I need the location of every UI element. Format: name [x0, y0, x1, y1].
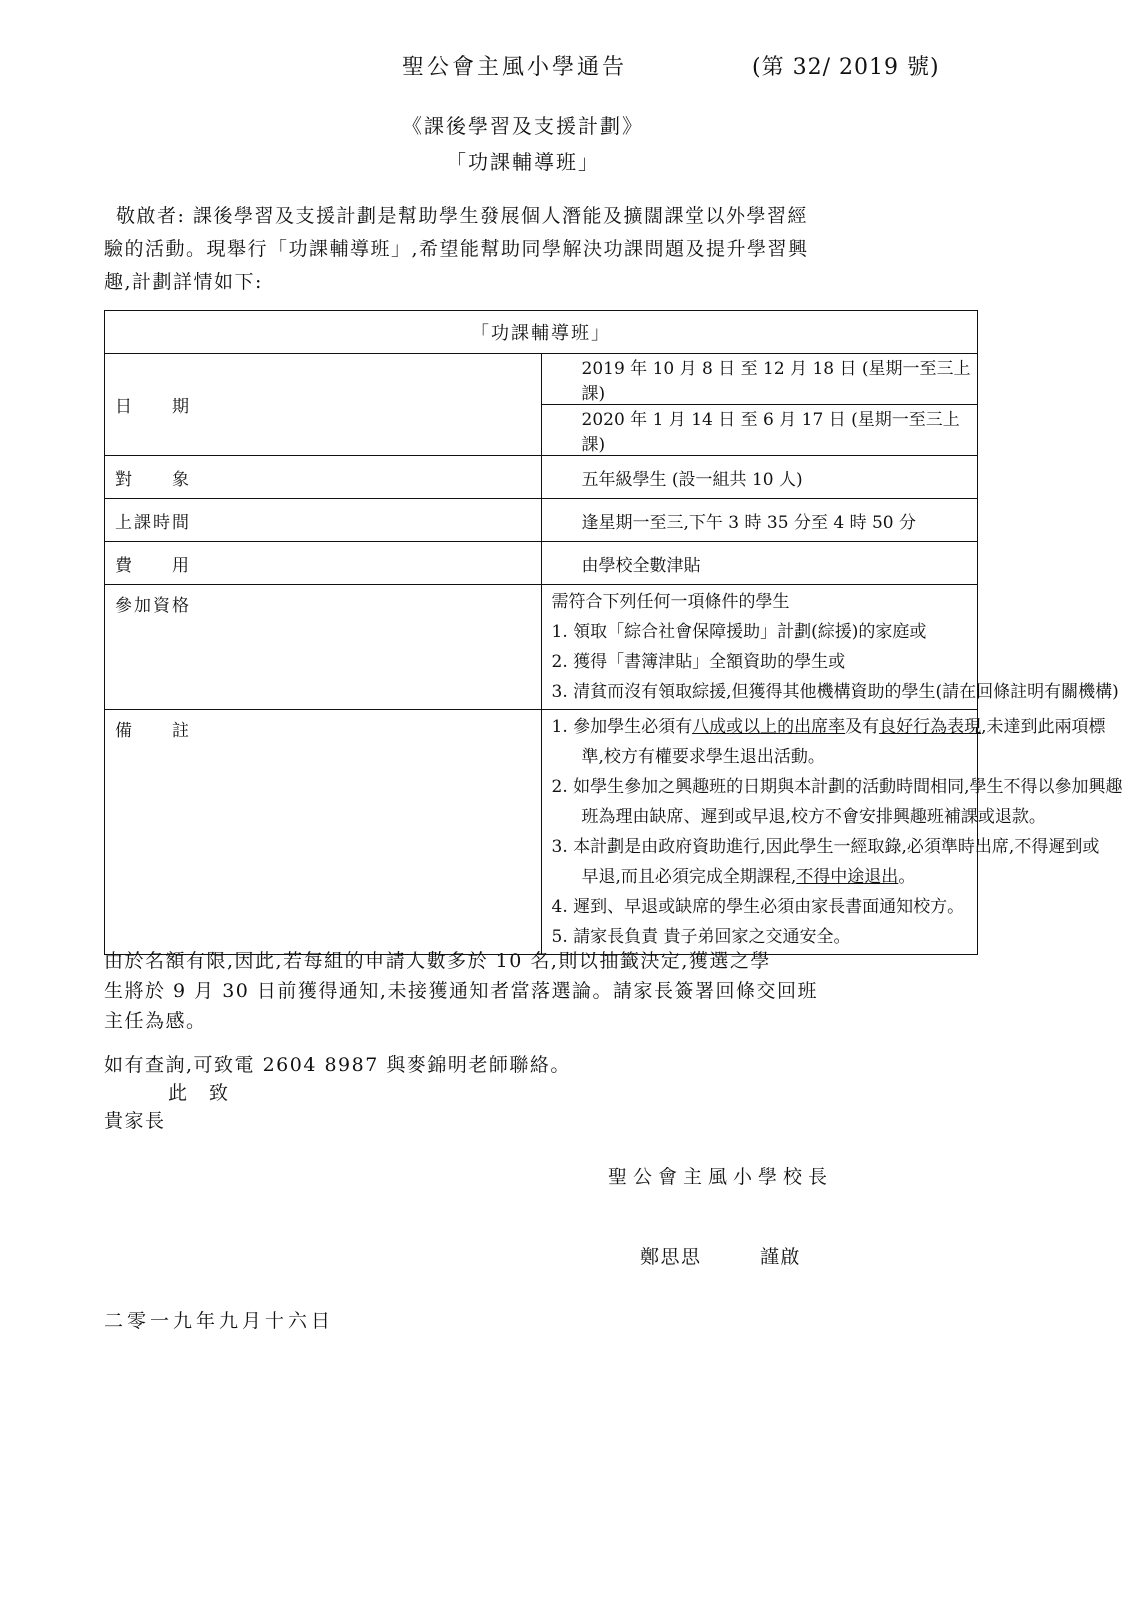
remarks-label: 備 註	[105, 710, 542, 955]
intro-line: 驗的活動。現舉行「功課輔導班」,希望能幫助同學解決功課問題及提升學習興	[104, 238, 809, 260]
list-item: 2. 獲得「書簿津貼」全額資助的學生或	[551, 652, 846, 672]
notice-date: 二零一九年九月十六日	[104, 1310, 335, 1332]
list-item: 2. 如學生參加之興趣班的日期與本計劃的活動時間相同,學生不得以參加興趣	[551, 777, 1123, 797]
intro-line: 趣,計劃詳情如下:	[104, 271, 263, 293]
class-name: 「功課輔導班」	[446, 150, 600, 174]
list-item: 3. 清貧而沒有領取綜援,但獲得其他機構資助的學生(請在回條註明有關機構)	[551, 682, 1119, 702]
list-item: 5. 請家長負責 貴子弟回家之交通安全。	[551, 927, 851, 947]
date-label: 日 期	[105, 354, 542, 456]
underlined-text: 八成或以上的出席率	[692, 717, 846, 737]
eligibility-label: 參加資格	[105, 585, 542, 710]
quota-paragraph	[104, 946, 976, 1036]
intro-paragraph	[104, 200, 976, 299]
eligibility-list	[541, 585, 1119, 710]
target-value: 五年級學生 (設一組共 10 人)	[541, 456, 978, 499]
notice-title: 聖公會主風小學通告	[402, 55, 628, 80]
signer-title: 聖公會主風小學校長	[608, 1166, 834, 1188]
fee-value: 由學校全數津貼	[541, 542, 978, 585]
paragraph-line: 生將於 9 月 30 日前獲得通知,未接獲通知者當落選論。請家長簽署回條交回班	[104, 980, 818, 1002]
details-table	[104, 310, 1123, 955]
list-item: 班為理由缺席、遲到或早退,校方不會安排興趣班補課或退款。	[581, 807, 1046, 827]
list-item: 3. 本計劃是由政府資助進行,因此學生一經取錄,必須準時出席,不得遲到或	[551, 837, 1100, 857]
signer-note: 謹啟	[760, 1246, 802, 1268]
date-second-term: 2020 年 1 月 14 日 至 6 月 17 日 (星期一至三上課)	[541, 405, 978, 456]
list-item: 1. 參加學生必須有八成或以上的出席率及有良好行為表現,未達到此兩項標	[551, 717, 1106, 737]
fee-label: 費 用	[105, 542, 542, 585]
closing-line: 此 致	[168, 1082, 230, 1104]
underlined-text: 不得中途退出	[796, 867, 899, 887]
time-value: 逢星期一至三,下午 3 時 35 分至 4 時 50 分	[541, 499, 978, 542]
list-item: 1. 領取「綜合社會保障援助」計劃(綜援)的家庭或	[551, 622, 927, 642]
target-label: 對 象	[105, 456, 542, 499]
intro-line: 敬啟者: 課後學習及支援計劃是幫助學生發展個人潛能及擴闊課堂以外學習經	[116, 205, 808, 227]
paragraph-line: 由於名額有限,因此,若每組的申請人數多於 10 名,則以抽籤決定,獲選之學	[104, 950, 771, 972]
underlined-text: 良好行為表現	[879, 717, 982, 737]
list-item: 準,校方有權要求學生退出活動。	[581, 747, 825, 767]
signer-name: 鄭思思	[640, 1246, 702, 1268]
time-label: 上課時間	[105, 499, 542, 542]
list-item: 需符合下列任何一項條件的學生	[551, 592, 790, 612]
remarks-list	[541, 710, 1123, 955]
list-item: 早退,而且必須完成全期課程,不得中途退出。	[581, 867, 916, 887]
program-name: 《課後學習及支援計劃》	[402, 114, 644, 138]
addressee: 貴家長	[104, 1110, 166, 1132]
enquiry-line: 如有查詢,可致電 2604 8987 與麥錦明老師聯絡。	[104, 1054, 571, 1076]
list-item: 4. 遲到、早退或缺席的學生必須由家長書面通知校方。	[551, 897, 965, 917]
date-first-term: 2019 年 10 月 8 日 至 12 月 18 日 (星期一至三上課)	[541, 354, 978, 405]
notice-number: (第 32/ 2019 號)	[752, 55, 940, 80]
paragraph-line: 主任為感。	[104, 1010, 207, 1032]
table-caption: 「功課輔導班」	[105, 311, 978, 354]
